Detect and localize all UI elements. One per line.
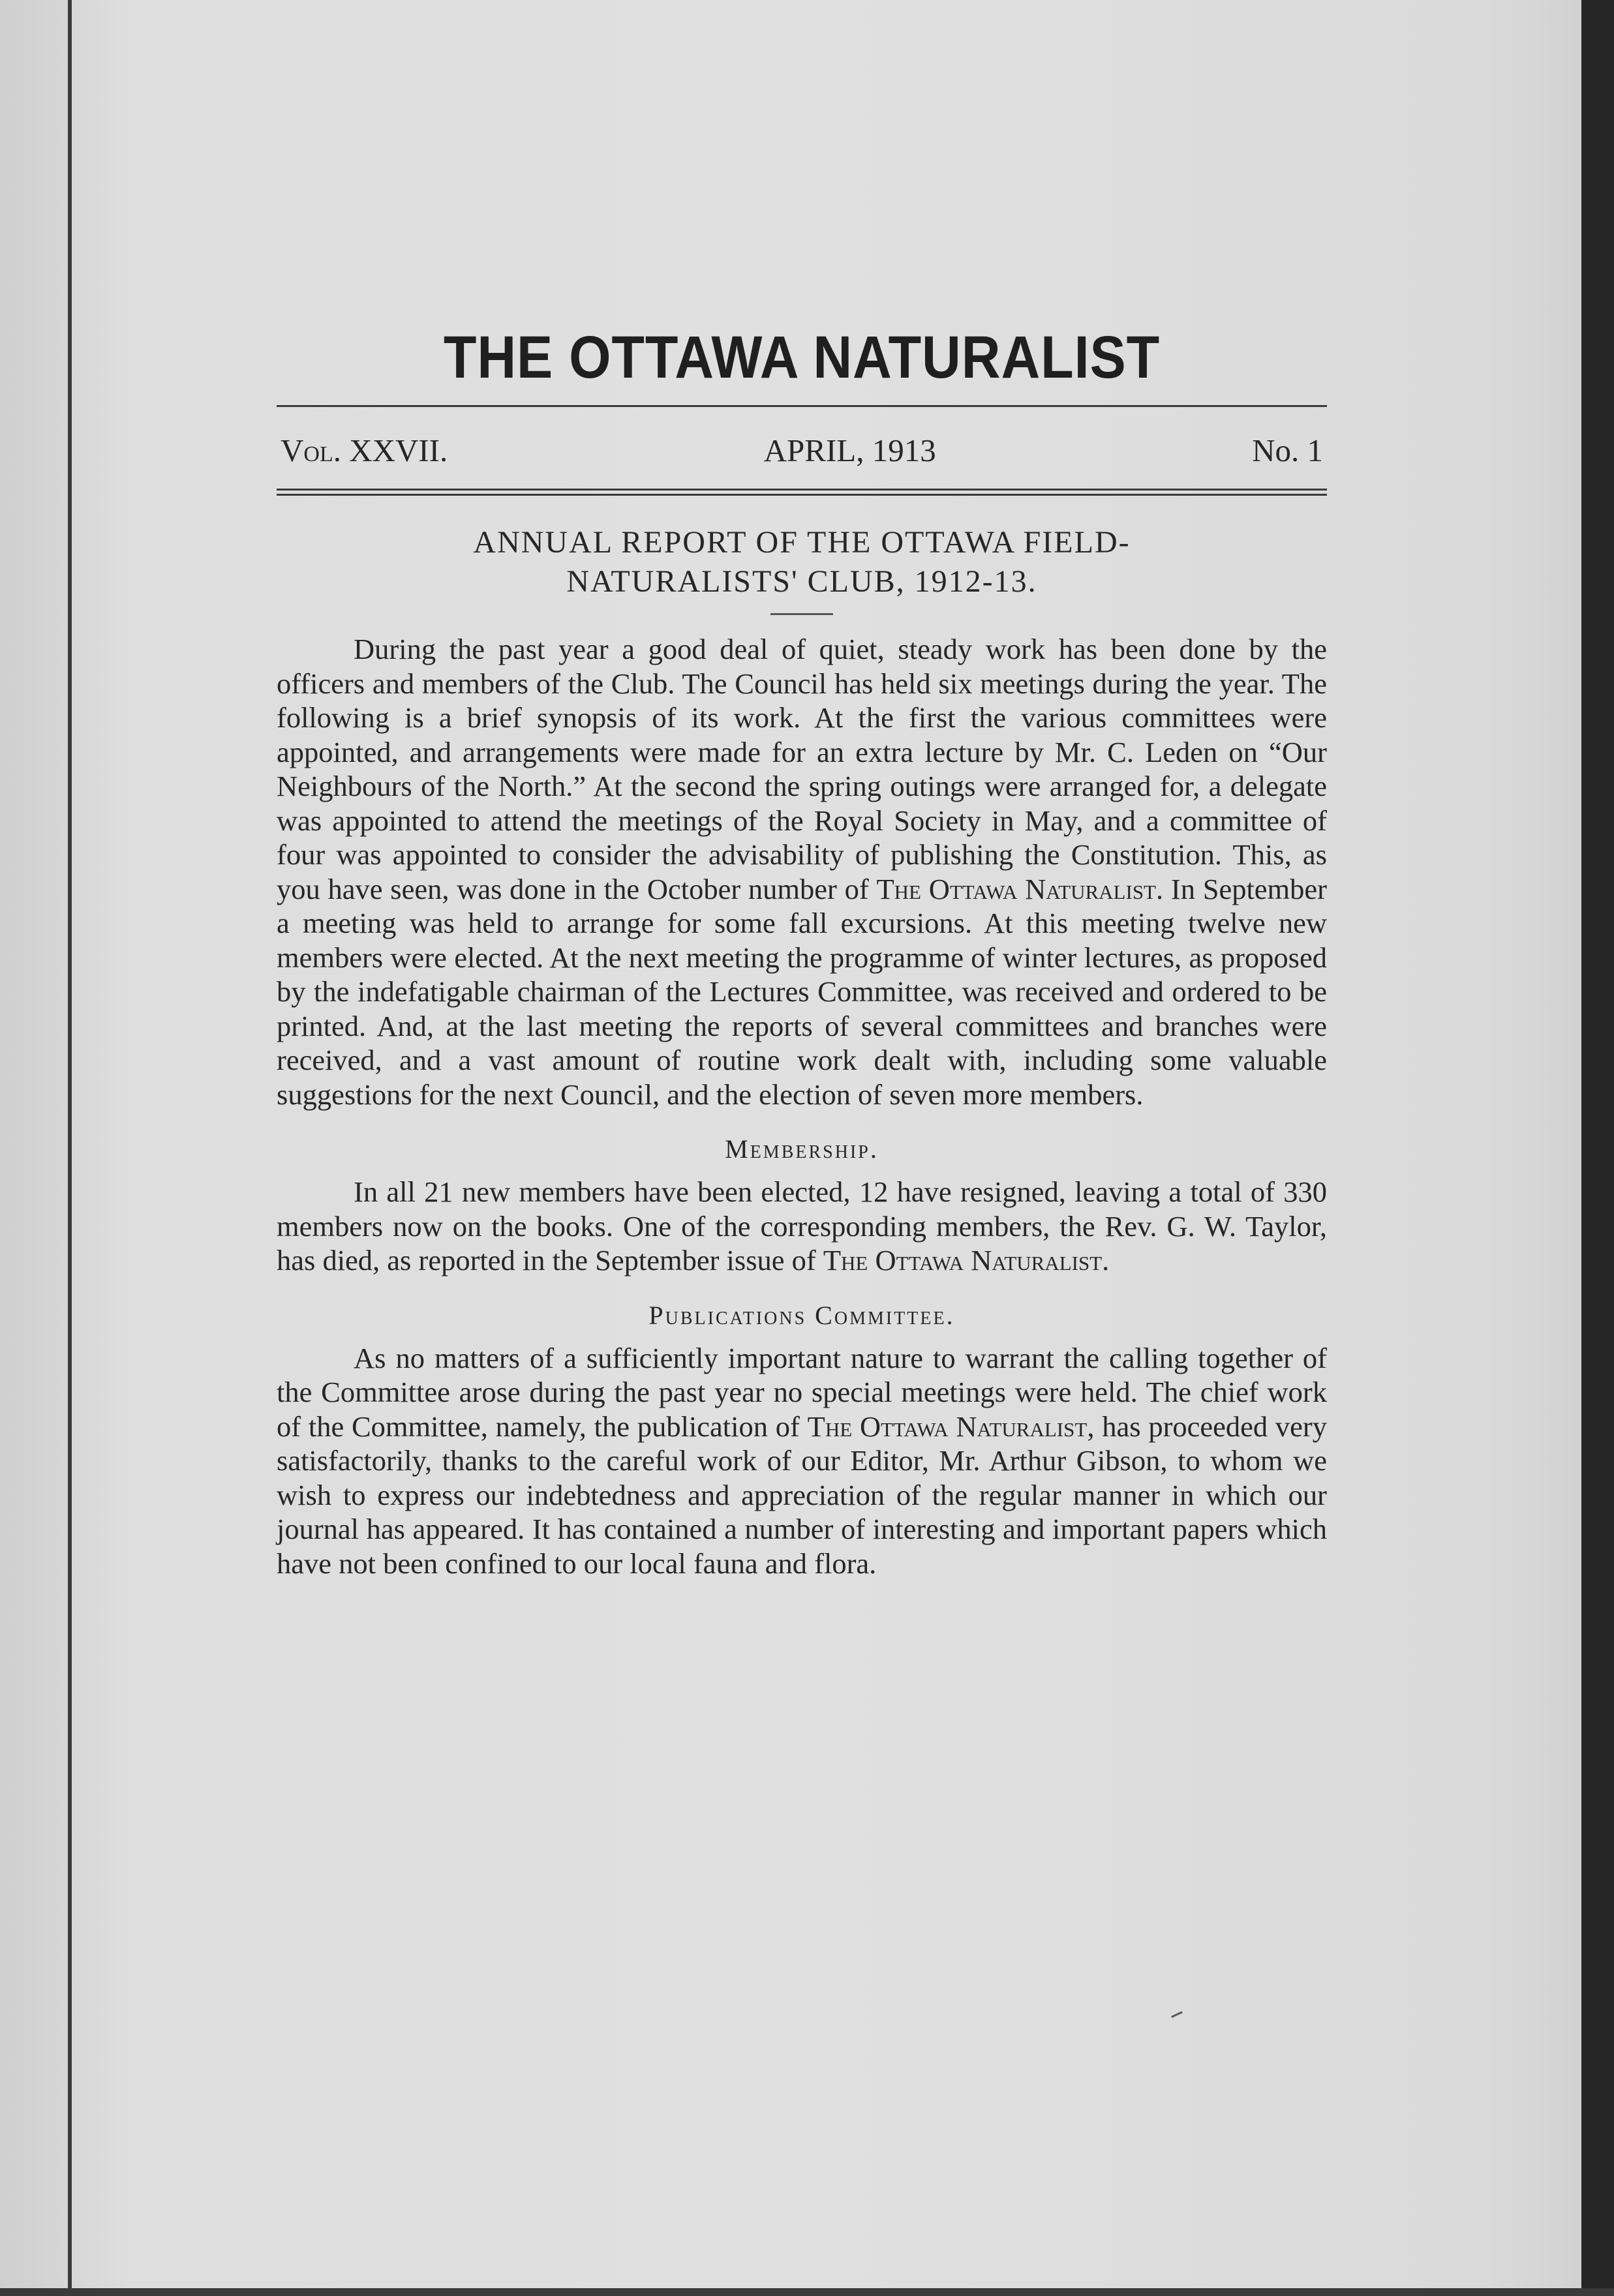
journal-name-ref: The Ottawa Naturalist [823, 1244, 1103, 1276]
journal-name-ref: The Ottawa Naturalist [876, 872, 1156, 905]
journal-page [277, 307, 1327, 1580]
masthead-rule [277, 405, 1327, 407]
page-edge-right [1581, 0, 1614, 2296]
journal-name-ref: The Ottawa Naturalist [807, 1410, 1088, 1443]
publications-heading: Publications Committee. [648, 1300, 955, 1330]
publications-text-1: As no matters of a sufficiently important nature to warrant the calling together of the Committee arose during the past year no special meetings were held. The chief work of the Committee, namely, the publication of [277, 1341, 1327, 1443]
article-title [277, 523, 1327, 601]
page-edge-bottom [0, 2288, 1614, 2296]
issue-info [277, 432, 1327, 469]
publications-paragraph [277, 1341, 1327, 1581]
membership-heading: Membership. [725, 1134, 879, 1164]
intro-paragraph [277, 632, 1327, 1111]
article-title-line-2: NATURALISTS' CLUB, 1912-13. [566, 564, 1037, 599]
article-title-line-1: ANNUAL REPORT OF THE OTTAWA FIELD- [473, 525, 1131, 560]
publications-text-2: , has proceeded very satisfactorily, thanks to the careful work of our Editor, Mr. Arthur Gibson, to whom we wish to express our indebtedness and appreciation of the regular manner in which our journal has appeared. It has contained a number of interesting and important papers which have not been confined to our local fauna and flora. [277, 1410, 1328, 1580]
membership-text-2: . [1102, 1244, 1110, 1276]
journal-masthead: THE OTTAWA NATURALIST [443, 324, 1161, 391]
membership-text-1: In all 21 new members have been elected, 12 have resigned, leaving a total of 330 members now on the books. One of the corresponding members, the Rev. G. W. Taylor, has died, as reported in the September issue of [277, 1175, 1327, 1276]
intro-text-2: . In September a meeting was held to arrange for some fall excursions. At this meeting twelve new members were elected. At the next meeting the programme of winter lectures, as proposed by the indefatigable chairman of the Lectures Committee, was received and ordered to be printed. And, at the last meeting the reports of several committees and branches were received, and a vast amount of routine work dealt with, including some valuable suggestions for the next Council, and the election of seven more members. [277, 872, 1327, 1111]
issue-number: No. 1 [1252, 432, 1323, 468]
title-divider [770, 613, 833, 615]
issue-double-rule [277, 489, 1327, 496]
intro-text-1: During the past year a good deal of quiet, steady work has been done by the officers and members of the Club. The Council has held six meetings during the year. The following is a brief synopsis of its work. At the first the various committees were appointed, and arrangements were made for an extra lecture by Mr. C. Leden on “Our Neighbours of the North.” At the second the spring outings were arranged for, a delegate was appointed to attend the meetings of the Royal Society in May, and a committee of four was appointed to consider the advisability of publishing the Constitution. This, as you have seen, was done in the October number of [277, 633, 1327, 905]
membership-paragraph [277, 1175, 1327, 1278]
issue-date: APRIL, 1913 [763, 432, 936, 468]
scan-margin-left [0, 0, 68, 2296]
volume-label: Vol. XXVII. [281, 432, 448, 468]
page-edge-left [68, 0, 72, 2296]
